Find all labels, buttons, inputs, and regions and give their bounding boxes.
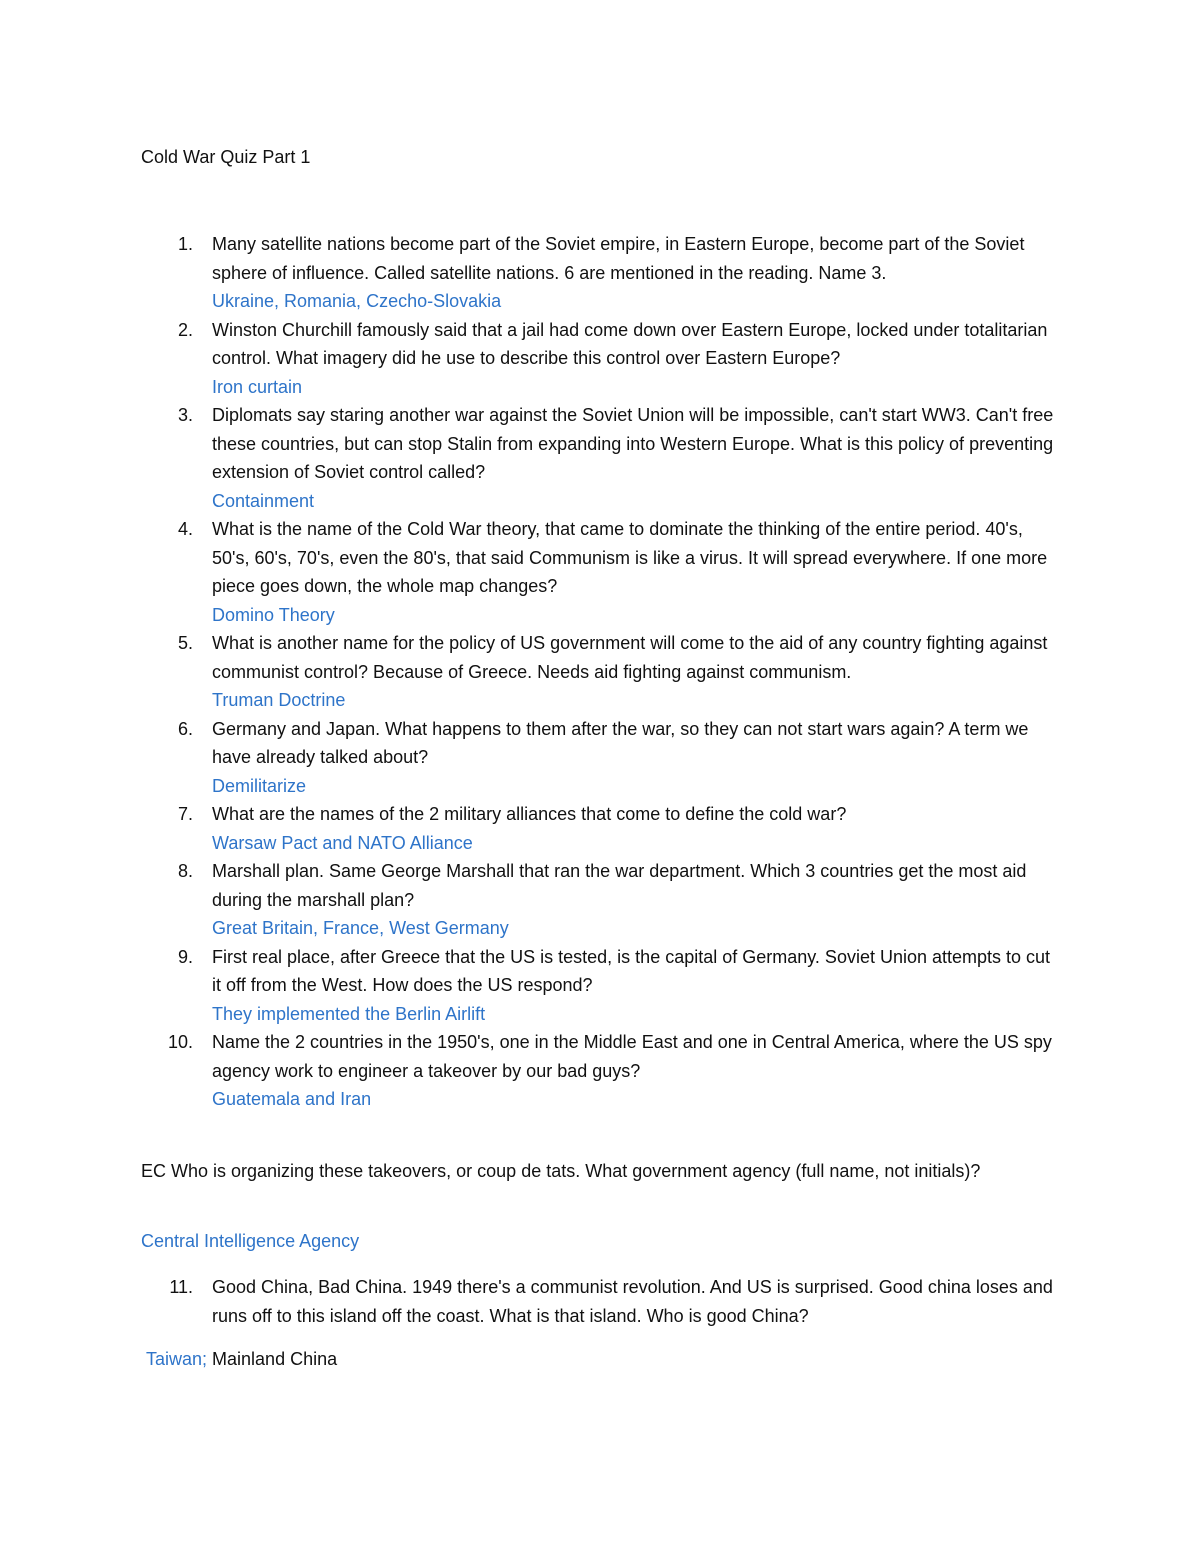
answer-text: Great Britain, France, West Germany xyxy=(212,918,509,938)
question-text: Winston Churchill famously said that a jail had come down over Eastern Europe, locked under totalitarian control. What imagery did he use to describe this control over Eastern Europe? xyxy=(212,319,1048,368)
question-text: Good China, Bad China. 1949 there's a communist revolution. And US is surprised. Good china loses and runs off to this island off the coast. What is that island. Who is good China? xyxy=(212,1277,1053,1326)
answer-text: Demilitarize xyxy=(212,775,307,796)
answer-text: They implemented the Berlin Airlift xyxy=(212,1003,486,1024)
document-title: Cold War Quiz Part 1 xyxy=(141,147,311,167)
question-item xyxy=(0,800,1200,857)
answer-text: Domino Theory xyxy=(212,604,335,625)
question-item xyxy=(0,515,1200,629)
question-number: 6. xyxy=(177,718,193,739)
answer-part-mainland: Mainland China xyxy=(207,1349,338,1369)
question-item xyxy=(0,401,1200,515)
answer-text: Containment xyxy=(212,490,315,511)
answer-text: Guatemala and Iran xyxy=(212,1089,372,1109)
question-text: What is the name of the Cold War theory, that came to dominate the thinking of the entire period. 40's, 50's, 60's, 70's, even the 80's, that said Communism is like a virus. It will spread everywhere. If one more piece goes down, the whole map changes? xyxy=(212,519,1048,596)
question-number: 9. xyxy=(177,946,193,967)
extra-credit-question: EC Who is organizing these takeovers, or coup de tats. What government agency (full name, not initials)? xyxy=(141,1161,981,1181)
question-text: Name the 2 countries in the 1950's, one in the Middle East and one in Central America, where the US spy agency work to engineer a takeover by our bad guys? xyxy=(212,1032,1052,1081)
answer-text: Truman Doctrine xyxy=(212,690,346,710)
question-item xyxy=(0,316,1200,402)
question-number: 2. xyxy=(177,319,193,340)
question-number: 10. xyxy=(167,1032,193,1052)
question-item xyxy=(0,857,1200,943)
final-answer xyxy=(146,1347,337,1371)
question-item xyxy=(0,715,1200,801)
question-number: 4. xyxy=(177,519,193,539)
question-list xyxy=(0,230,1200,1114)
question-text: What are the names of the 2 military alliances that come to define the cold war? xyxy=(212,804,847,824)
question-number: 11. xyxy=(169,1277,193,1297)
question-text: Diplomats say staring another war against the Soviet Union will be impossible, can't start WW3. Can't free these countries, but can stop Stalin from expanding into Western Europe. What is this policy of preventing extension of Soviet control called? xyxy=(212,405,1054,482)
answer-part-taiwan: Taiwan; xyxy=(146,1349,208,1369)
question-item-11 xyxy=(0,1273,1200,1330)
question-text: Germany and Japan. What happens to them after the war, so they can not start wars again? A term we have already talked about? xyxy=(212,718,1029,767)
question-number: 5. xyxy=(177,633,193,653)
answer-text: Iron curtain xyxy=(212,376,303,397)
question-number: 3. xyxy=(177,405,193,425)
question-text: What is another name for the policy of US government will come to the aid of any country fighting against communist control? Because of Greece. Needs aid fighting against communism. xyxy=(212,633,1048,682)
question-item xyxy=(0,629,1200,715)
question-text: Many satellite nations become part of the Soviet empire, in Eastern Europe, become part of the Soviet sphere of influence. Called satellite nations. 6 are mentioned in the reading. Name 3. xyxy=(212,234,1025,283)
answer-text: Warsaw Pact and NATO Alliance xyxy=(212,832,473,853)
extra-credit-answer: Central Intelligence Agency xyxy=(141,1231,360,1251)
question-number: 7. xyxy=(177,804,193,824)
question-number: 8. xyxy=(177,861,193,881)
question-text: First real place, after Greece that the US is tested, is the capital of Germany. Soviet Union attempts to cut it off from the West. How does the US respond? xyxy=(212,946,1051,995)
question-item xyxy=(0,1028,1200,1114)
answer-text: Ukraine, Romania, Czecho-Slovakia xyxy=(212,291,502,311)
question-item xyxy=(0,943,1200,1029)
question-number: 1. xyxy=(177,234,193,254)
question-text: Marshall plan. Same George Marshall that ran the war department. Which 3 countries get the most aid during the marshall plan? xyxy=(212,861,1027,910)
question-item xyxy=(0,230,1200,316)
